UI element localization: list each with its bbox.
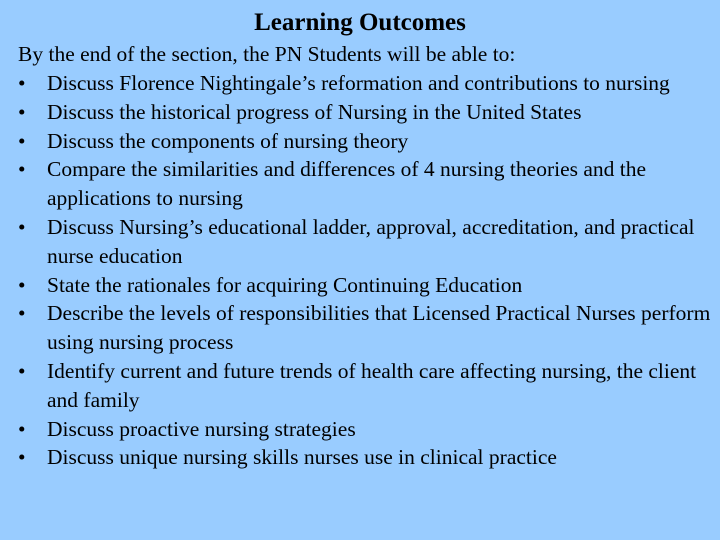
bullet-icon: • (18, 301, 26, 326)
bullet-icon: • (18, 128, 26, 153)
list-item-text: Discuss Florence Nightingale’s reformation and contributions to nursing (47, 71, 670, 95)
list-item-text: Discuss unique nursing skills nurses use in clinical practice (47, 445, 557, 470)
bullet-icon: • (18, 445, 26, 470)
slide-title: Learning Outcomes (254, 9, 466, 36)
learning-outcomes-list (18, 69, 718, 472)
bullet-icon: • (18, 272, 26, 297)
list-item (18, 213, 718, 271)
list-item (18, 299, 718, 357)
list-item-text: Discuss proactive nursing strategies (47, 416, 356, 441)
bullet-icon: • (18, 416, 26, 441)
intro-text: By the end of the section, the PN Students will be able to: (18, 42, 516, 66)
list-item-text: Discuss the components of nursing theory (47, 128, 409, 153)
list-item-text: Compare the similarities and differences of 4 nursing theories and the applications to nursing (47, 157, 647, 211)
list-item (18, 69, 718, 98)
bullet-icon: • (18, 71, 26, 95)
list-item-text: Describe the levels of responsibilities that Licensed Practical Nurses perform using nursing process (47, 301, 711, 355)
list-item-text: Discuss the historical progress of Nursing in the United States (47, 99, 582, 124)
bullet-icon: • (18, 157, 26, 182)
bullet-icon: • (18, 214, 26, 239)
list-item (18, 415, 718, 444)
list-item (18, 127, 718, 156)
bullet-icon: • (18, 99, 26, 124)
bullet-icon: • (18, 358, 26, 383)
list-item (18, 155, 718, 213)
list-item-text: Identify current and future trends of health care affecting nursing, the client and family (47, 358, 697, 412)
list-item (18, 443, 718, 472)
list-item-text: Discuss Nursing’s educational ladder, approval, accreditation, and practical nurse education (47, 214, 695, 268)
list-item (18, 98, 718, 127)
list-item (18, 357, 718, 415)
list-item (18, 271, 718, 300)
list-item-text: State the rationales for acquiring Continuing Education (47, 272, 523, 297)
